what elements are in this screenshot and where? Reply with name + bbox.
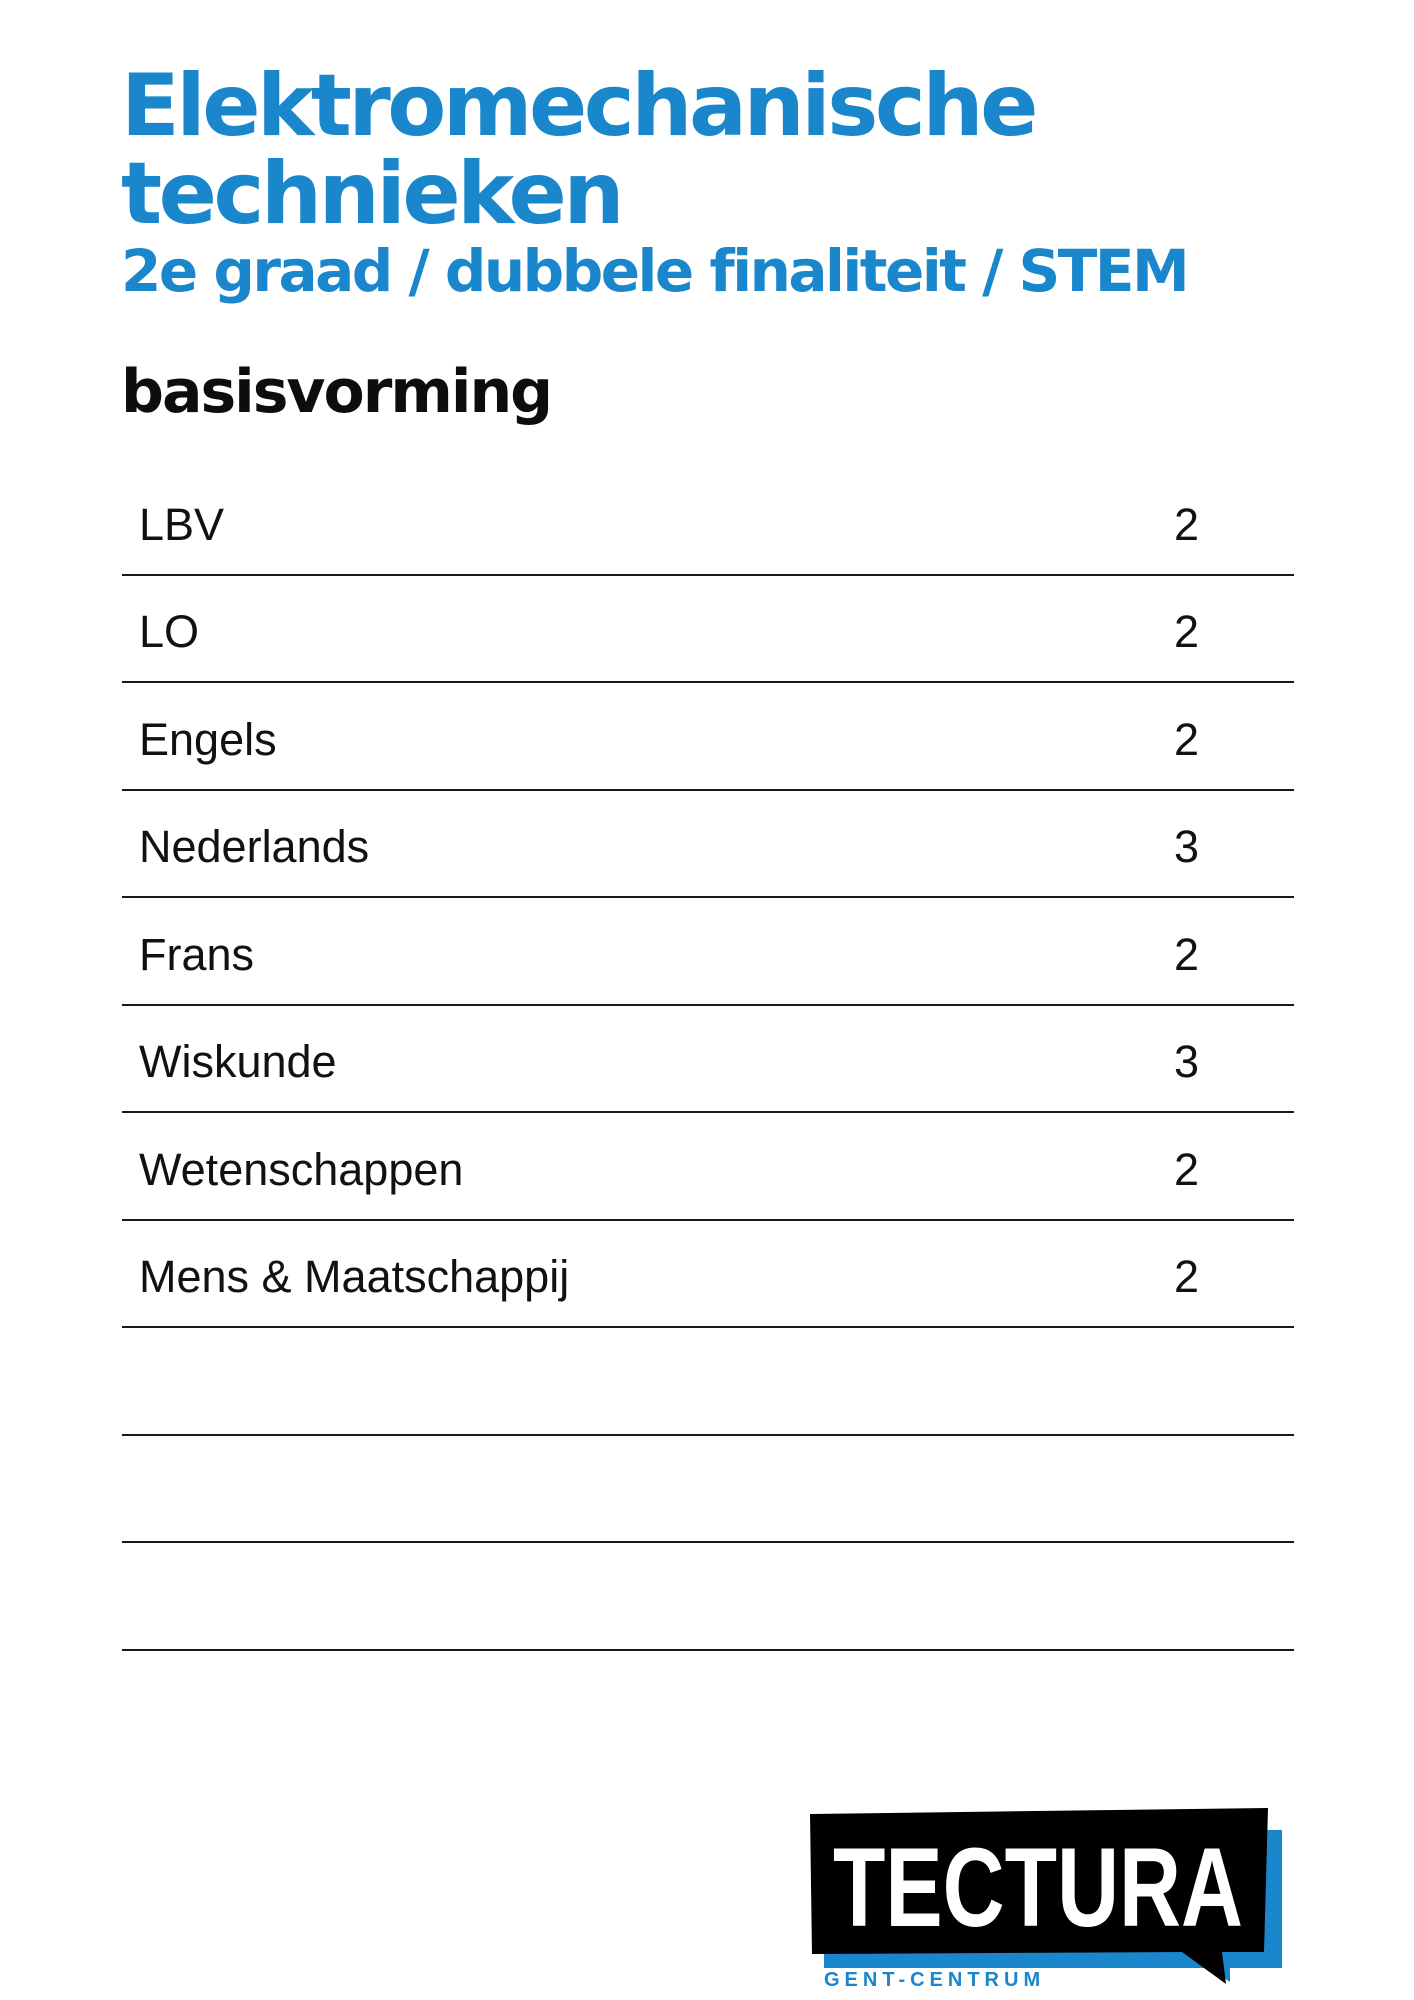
- logo-location: GENT-CENTRUM: [824, 1969, 1046, 1991]
- subject-hours: 3: [1174, 1036, 1200, 1087]
- subject-name: LBV: [139, 498, 225, 550]
- table-row-empty: [122, 1543, 1294, 1651]
- subject-hours: 2: [1174, 928, 1200, 980]
- subject-name: Engels: [139, 713, 277, 765]
- subject-name: LO: [139, 606, 200, 657]
- table-row: [122, 898, 1294, 1006]
- table-row: [122, 468, 1294, 576]
- table-row-empty: [122, 1328, 1294, 1436]
- section-heading: basisvorming: [121, 357, 552, 427]
- table-row: [122, 791, 1294, 899]
- subject-hours: 2: [1174, 606, 1200, 657]
- subject-hours: 2: [1174, 1143, 1200, 1195]
- subject-name: Frans: [139, 928, 255, 980]
- logo-wordmark: TECTURA: [833, 1825, 1243, 1950]
- table-row: [122, 1006, 1294, 1114]
- subjects-table: [122, 468, 1294, 1651]
- subject-name: Mens & Maatschappij: [139, 1251, 570, 1302]
- subject-hours: 2: [1174, 498, 1200, 550]
- table-row: [122, 1113, 1294, 1221]
- subject-hours: 2: [1174, 713, 1200, 765]
- subject-name: Nederlands: [139, 821, 370, 872]
- subject-hours: 3: [1174, 821, 1200, 872]
- subject-name: Wetenschappen: [139, 1143, 464, 1195]
- table-row: [122, 576, 1294, 684]
- subject-hours: 2: [1174, 1251, 1200, 1302]
- table-row: [122, 683, 1294, 791]
- subject-name: Wiskunde: [139, 1036, 337, 1087]
- table-row: [122, 1221, 1294, 1329]
- page-subtitle: 2e graad / dubbele finaliteit / STEM: [121, 237, 1188, 305]
- logo-graphic: [810, 1808, 1284, 1990]
- tectura-logo: [810, 1808, 1284, 1990]
- page-title: Elektromechanische technieken: [121, 56, 1035, 244]
- table-row-empty: [122, 1436, 1294, 1544]
